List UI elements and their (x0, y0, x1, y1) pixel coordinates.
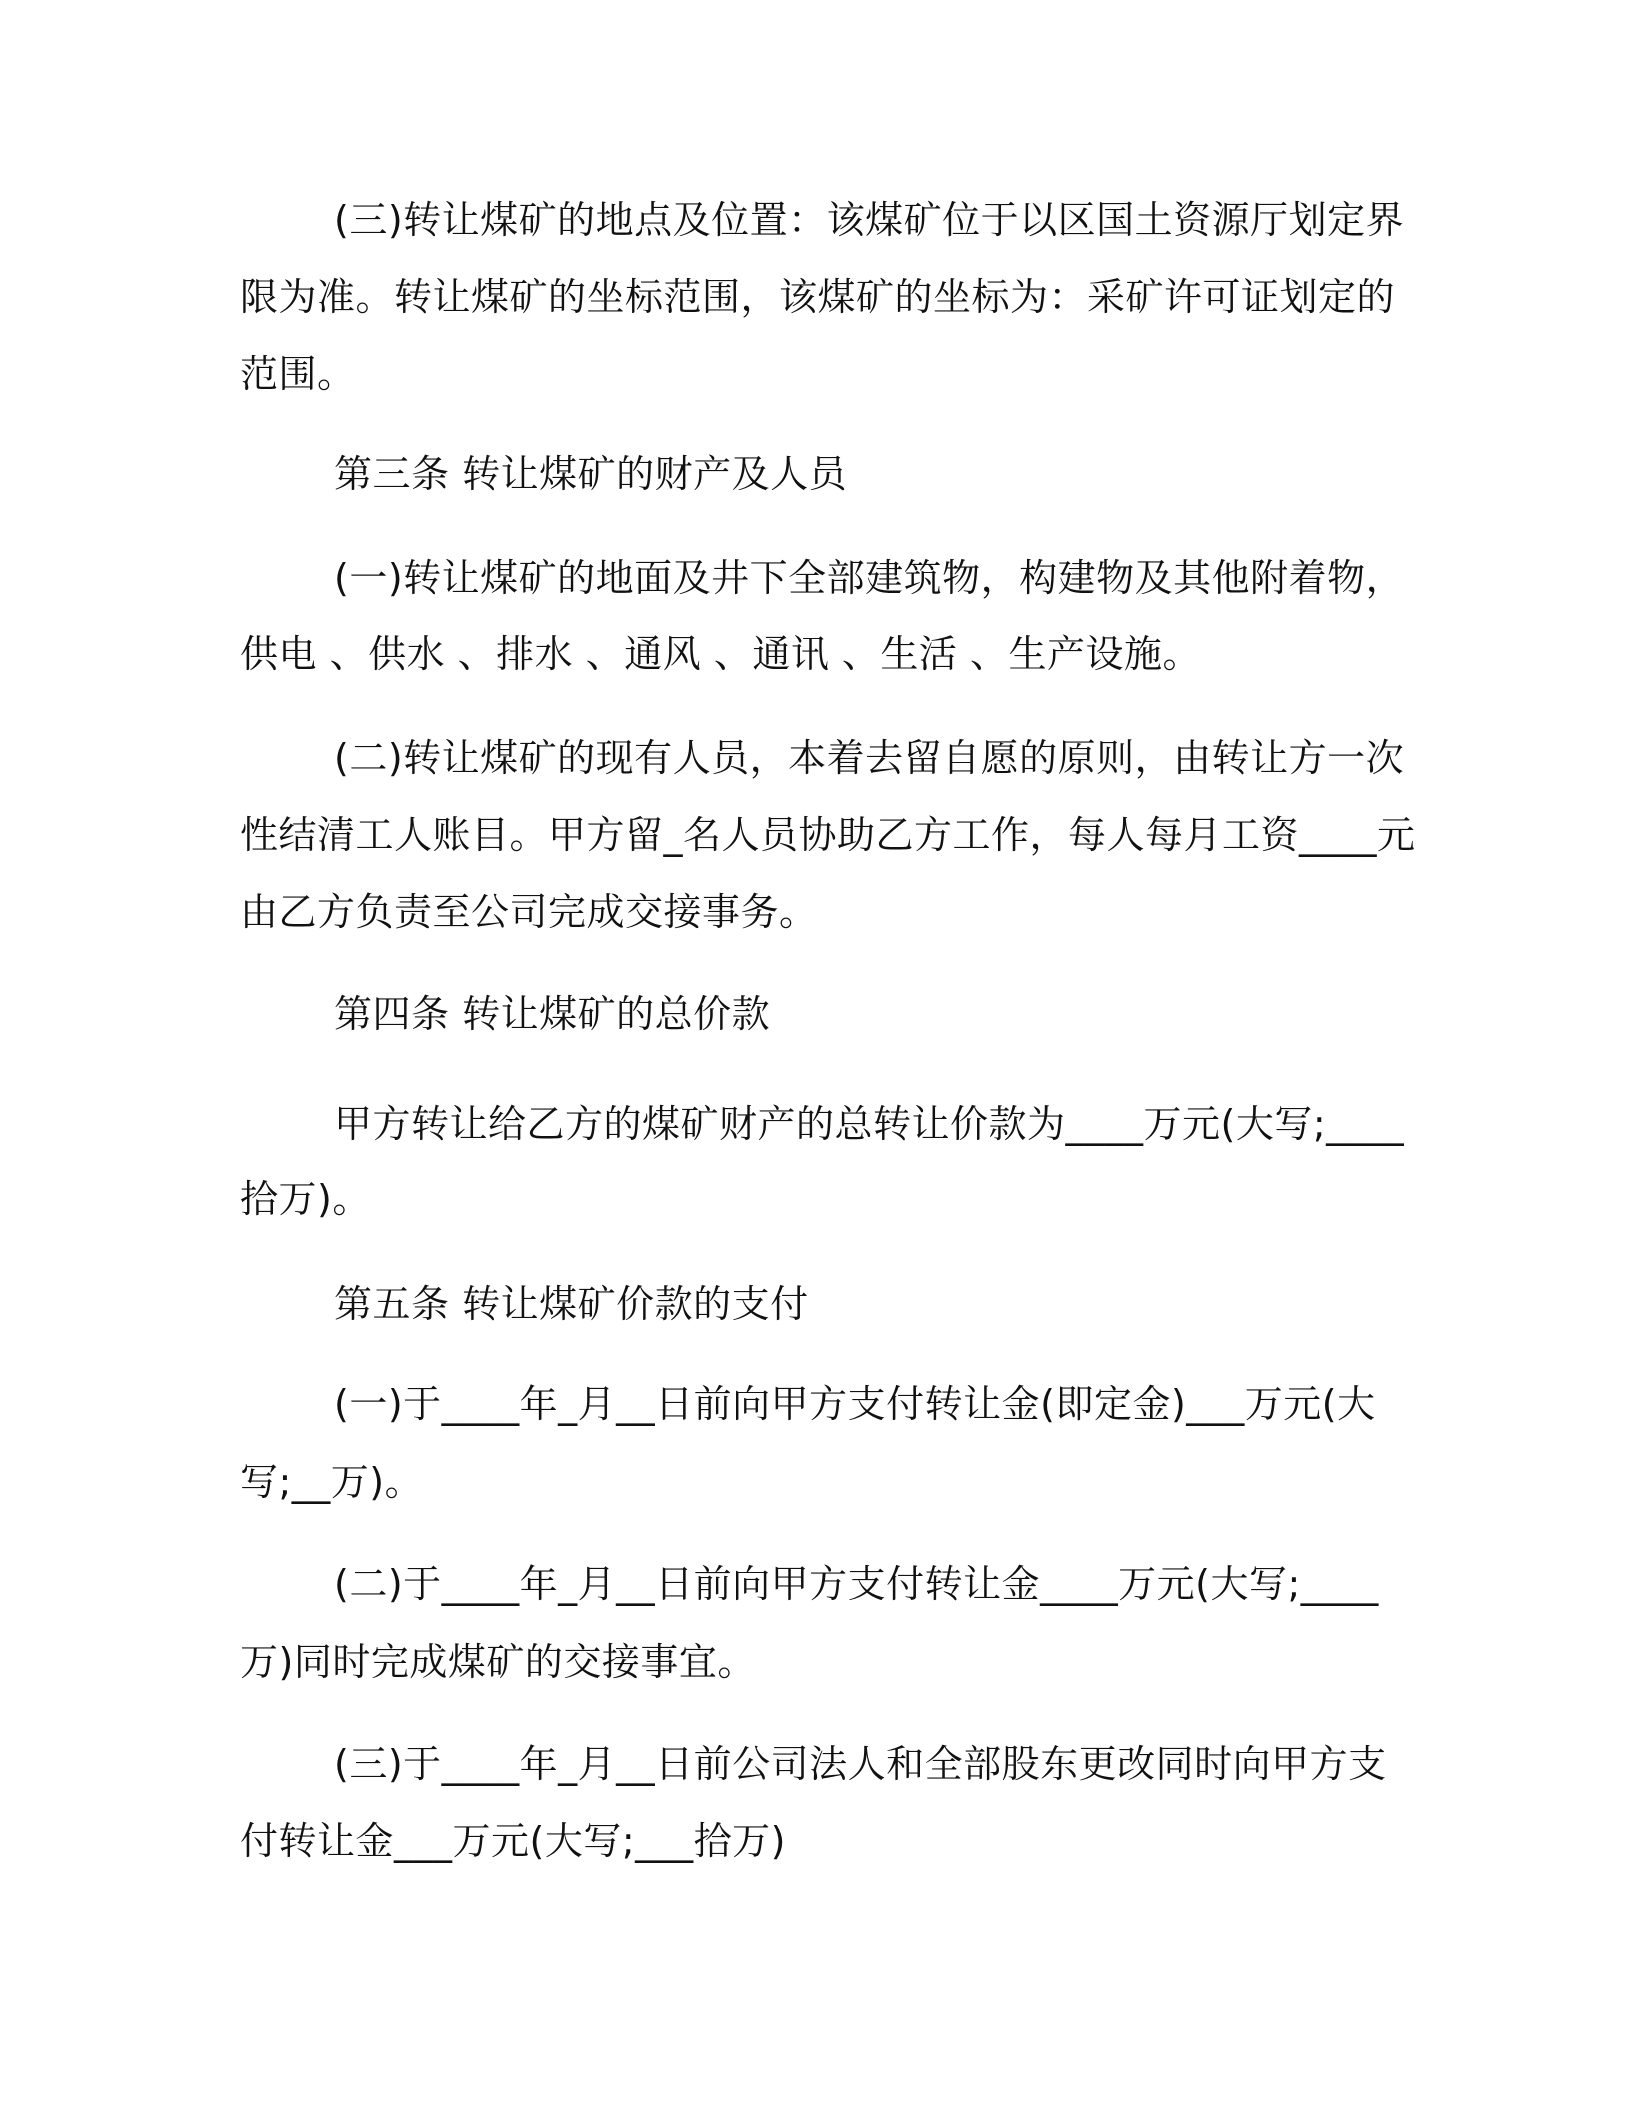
article-5-item-1-line-2: 写;__万)。 (240, 1460, 424, 1504)
article-4-heading: 第四条 转让煤矿的总价款 (334, 992, 771, 1036)
article-3-item-2-line-2: 性结清工人账目。甲方留_名人员协助乙方工作，每人每月工资____元 (240, 813, 1416, 857)
article-3-heading: 第三条 转让煤矿的财产及人员 (334, 452, 848, 496)
article-5-item-2-line-1: (二)于____年_月__日前向甲方支付转让金____万元(大写;____ (334, 1562, 1379, 1606)
article-3-item-2-line-1: (二)转让煤矿的现有人员，本着去留自愿的原则，由转让方一次 (334, 736, 1405, 780)
article-4-total-price-line-2: 拾万)。 (240, 1177, 371, 1221)
article-5-item-3-line-2: 付转让金___万元(大写;___拾万) (240, 1819, 786, 1863)
clause-3-location-line-3: 范围。 (240, 352, 356, 396)
article-3-item-1-line-2: 供电 、供水 、排水 、通风 、通讯 、生活 、生产设施。 (240, 632, 1201, 676)
clause-3-location-line-2: 限为准。转让煤矿的坐标范围，该煤矿的坐标为：采矿许可证划定的 (240, 275, 1396, 319)
article-5-item-2-line-2: 万)同时完成煤矿的交接事宜。 (240, 1640, 756, 1684)
article-5-heading: 第五条 转让煤矿价款的支付 (334, 1282, 809, 1326)
article-3-item-2-line-3: 由乙方负责至公司完成交接事务。 (240, 890, 818, 934)
article-3-item-1-line-1: (一)转让煤矿的地面及井下全部建筑物，构建物及其他附着物， (334, 556, 1405, 600)
clause-3-location-line-1: (三)转让煤矿的地点及位置：该煤矿位于以区国土资源厅划定界 (334, 198, 1405, 242)
article-5-item-1-line-1: (一)于____年_月__日前向甲方支付转让金(即定金)___万元(大 (334, 1382, 1376, 1426)
article-5-item-3-line-1: (三)于____年_月__日前公司法人和全部股东更改同时向甲方支 (334, 1742, 1387, 1786)
article-4-total-price-line-1: 甲方转让给乙方的煤矿财产的总转让价款为____万元(大写;____ (334, 1102, 1405, 1146)
